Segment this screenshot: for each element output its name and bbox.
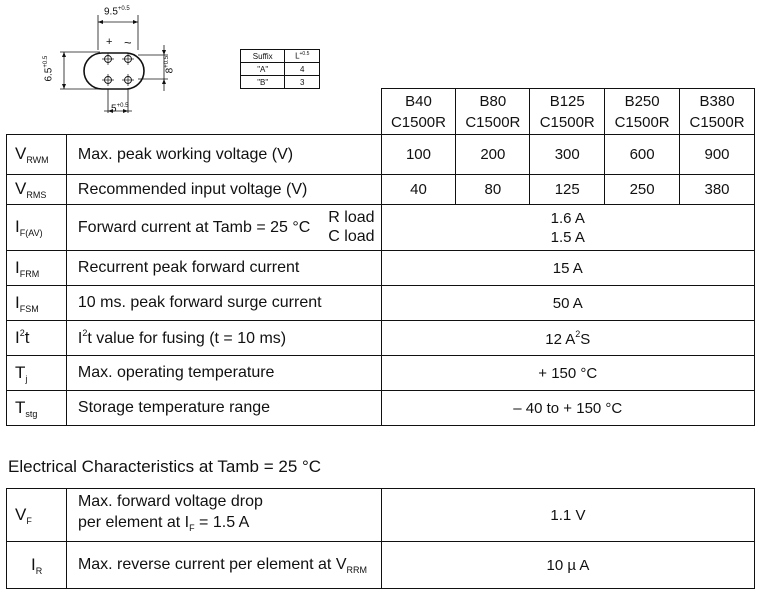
i2t-symbol: $I^2t$ (7, 321, 67, 356)
ifsm-value: 50 A (381, 286, 754, 321)
ac-terminal-marker: ~ (124, 35, 132, 50)
tstg-value: – 40 to + 150 °C (381, 391, 754, 426)
ir-symbol: $I_R$ (7, 542, 67, 589)
ir-row (7, 542, 755, 589)
ifrm-description: Recurrent peak forward current (66, 251, 381, 286)
vrwm-row (7, 135, 755, 175)
ifsm-symbol: $I_{FSM}$ (7, 286, 67, 321)
model-header: B250 C1500R (605, 89, 680, 135)
vrms-value: 380 (680, 175, 755, 205)
model-header: B40 C1500R (381, 89, 456, 135)
tj-value: + 150 °C (381, 356, 754, 391)
ifav-value: 1.6 A 1.5 A (381, 205, 754, 251)
ratings-table (6, 88, 755, 426)
ifsm-description: 10 ms. peak forward surge current (66, 286, 381, 321)
vf-value: 1.1 V (381, 489, 754, 542)
vrms-value: 40 (381, 175, 456, 205)
vf-description: Max. forward voltage drop per element at $I_F = 1.5$ A (66, 489, 381, 542)
ifrm-symbol: $I_{FRM}$ (7, 251, 67, 286)
vf-symbol: $V_F$ (7, 489, 67, 542)
model-header: B80 C1500R (456, 89, 530, 135)
ir-description: Max. reverse current per element at $V_{RRM}$ (66, 542, 381, 589)
ir-value: 10 µ A (381, 542, 754, 589)
suffix-cell: "A" (241, 63, 285, 76)
suffix-table-header (241, 50, 320, 63)
tj-symbol: $T_j$ (7, 356, 67, 391)
suffix-table (240, 49, 320, 89)
tj-row (7, 356, 755, 391)
vrwm-symbol: $V_{RWM}$ (7, 135, 67, 175)
vrwm-value: 300 (530, 135, 605, 175)
plus-terminal-marker: + (106, 36, 113, 48)
ifav-description: Forward current at Tamb = 25 °C R load C load (66, 205, 381, 251)
l-cell: 4 (285, 63, 320, 76)
bottom-dimension-label: $5^{+0.5}$ (111, 103, 129, 115)
suffix-header: Suffix (241, 50, 285, 63)
vrwm-value: 600 (605, 135, 680, 175)
i2t-description: $I^2t$ value for fusing (t = 10 ms) (66, 321, 381, 356)
vrms-row (7, 175, 755, 205)
tj-description: Max. operating temperature (66, 356, 381, 391)
ifrm-row (7, 251, 755, 286)
vrms-value: 250 (605, 175, 680, 205)
ifsm-row (7, 286, 755, 321)
tstg-row (7, 391, 755, 426)
ifav-symbol: $I_{F(AV)}$ (7, 205, 67, 251)
model-header-row (7, 89, 755, 135)
vrwm-value: 200 (456, 135, 530, 175)
height-dimension-label: $6.5^{+0.5}$ (43, 55, 55, 82)
l-cell: 3 (285, 76, 320, 89)
r-load-label: R load (328, 209, 375, 226)
electrical-characteristics-title: Electrical Characteristics at Tamb = 25 °C (8, 457, 322, 476)
tstg-symbol: $T_{stg}$ (7, 391, 67, 426)
c-load-label: C load (328, 228, 375, 245)
l-header: $L^{+0.5}$ (285, 50, 320, 63)
vf-row (7, 489, 755, 542)
vrms-value: 80 (456, 175, 530, 205)
ifrm-value: 15 A (381, 251, 754, 286)
i2t-row (7, 321, 755, 356)
vrwm-value: 900 (680, 135, 755, 175)
width-dimension-label: $9.5^{+0.5}$ (104, 6, 130, 18)
suffix-cell: "B" (241, 76, 285, 89)
vrms-value: 125 (530, 175, 605, 205)
vrms-description: Recommended input voltage (V) (66, 175, 381, 205)
vrwm-description: Max. peak working voltage (V) (66, 135, 381, 175)
model-header: B125 C1500R (530, 89, 605, 135)
electrical-table (6, 488, 755, 589)
vrms-symbol: $V_{RMS}$ (7, 175, 67, 205)
model-header: B380 C1500R (680, 89, 755, 135)
tstg-description: Storage temperature range (66, 391, 381, 426)
ifav-row (7, 205, 755, 251)
pin-dimension-label: $8^{+0.5}$ (164, 55, 176, 74)
vrwm-value: 100 (381, 135, 456, 175)
i2t-value: 12 $A^2S$ (381, 321, 754, 356)
suffix-row (241, 76, 320, 89)
suffix-row (241, 63, 320, 76)
